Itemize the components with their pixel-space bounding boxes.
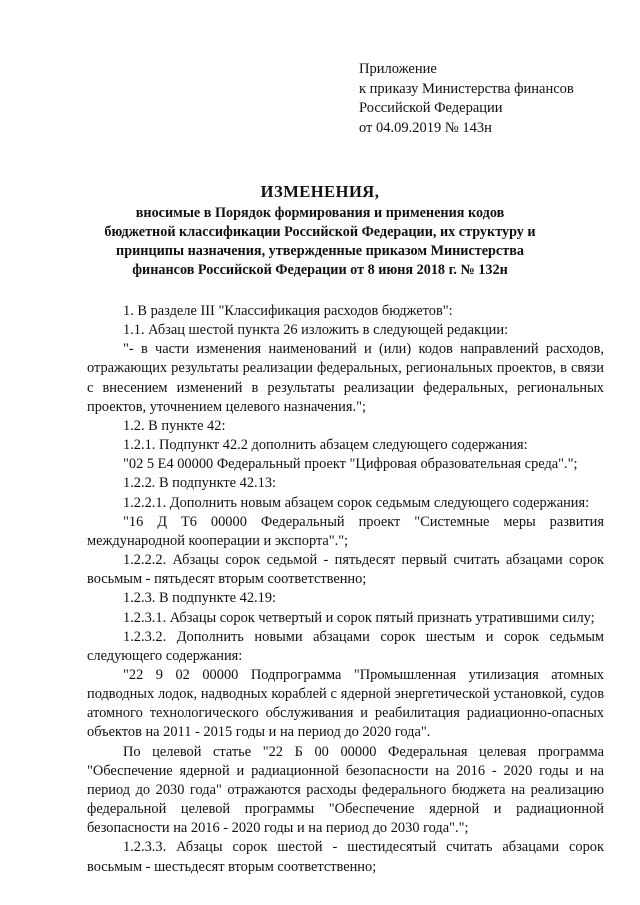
- paragraph-1-2-3-2: 1.2.3.2. Дополнить новыми абзацами сорок шестым и сорок седьмым следующего содержания:: [87, 628, 604, 664]
- paragraph-quote-2: "02 5 Е4 00000 Федеральный проект "Цифровая образовательная среда".";: [123, 456, 578, 473]
- paragraph-quote-1: "- в части изменения наименований и (или) кодов направлений расходов, отражающих результаты реализации федеральных, региональных проектов, в связи с внесением изменений в результаты реализации федеральных, региональных проектов, уточнением целевого назначения.";: [87, 341, 604, 415]
- appendix-line-4: от 04.09.2019 № 143н: [359, 119, 492, 136]
- paragraph-1-1: 1.1. Абзац шестой пункта 26 изложить в следующей редакции:: [123, 322, 509, 339]
- title-main: ИЗМЕНЕНИЯ,: [260, 182, 380, 201]
- paragraph-1-2-2: 1.2.2. В подпункте 42.13:: [123, 475, 277, 492]
- paragraph-quote-3: "16 Д Т6 00000 Федеральный проект "Системные меры развития международной кооперации и экспорта".";: [87, 513, 604, 549]
- title-subtitle: вносимые в Порядок формирования и применения кодов бюджетной классификации Российской Федерации, их структуру и принципы назначения, утвержденные приказом Министерства финансов Российской Федерации от 8 июня 2018 г. № 132н: [104, 205, 536, 278]
- paragraph-1-2-2-2: 1.2.2.2. Абзацы сорок седьмой - пятьдесят первый считать абзацами сорок восьмым - пятьдесят вторым соответственно;: [87, 552, 604, 588]
- paragraph-quote-4: "22 9 02 00000 Подпрограмма "Промышленная утилизация атомных подводных лодок, надводных кораблей с ядерной энергетической установкой, судов атомного технологического обслуживания и реабилитация радиационно-опасных объектов на 2011 - 2015 годы и на период до 2020 года".: [87, 666, 604, 741]
- appendix-header: [359, 60, 574, 138]
- paragraph-1-2-3-3: 1.2.3.3. Абзацы сорок шестой - шестидесятый считать абзацами сорок восьмым - шестьдесят вторым соответственно;: [87, 839, 604, 875]
- paragraph-1-2-3: 1.2.3. В подпункте 42.19:: [123, 590, 277, 607]
- paragraph-1-2-1: 1.2.1. Подпункт 42.2 дополнить абзацем следующего содержания:: [123, 437, 528, 454]
- paragraph-1: 1. В разделе III "Классификация расходов бюджетов":: [123, 303, 453, 319]
- paragraph-1-2-3-1: 1.2.3.1. Абзацы сорок четвертый и сорок пятый признать утратившими силу;: [123, 609, 595, 626]
- paragraph-target-article: По целевой статье "22 Б 00 00000 Федеральная целевая программа "Обеспечение ядерной и радиационной безопасности на 2016 - 2020 годы и на период до 2030 года" отражаются расходы федерального бюджета на реализацию федеральной целевой программы "Обеспечение ядерной и радиационной безопасности на 2016 - 2020 годы и на период до 2030 года".";: [87, 743, 604, 837]
- appendix-line-1: Приложение: [359, 61, 437, 77]
- document-body: [87, 302, 604, 877]
- appendix-line-2: к приказу Министерства финансов: [359, 80, 574, 97]
- paragraph-1-2-2-1: 1.2.2.1. Дополнить новым абзацем сорок седьмым следующего содержания:: [123, 494, 590, 511]
- paragraph-1-2: 1.2. В пункте 42:: [123, 417, 226, 434]
- document-title: [100, 181, 540, 280]
- appendix-line-3: Российской Федерации: [359, 100, 503, 116]
